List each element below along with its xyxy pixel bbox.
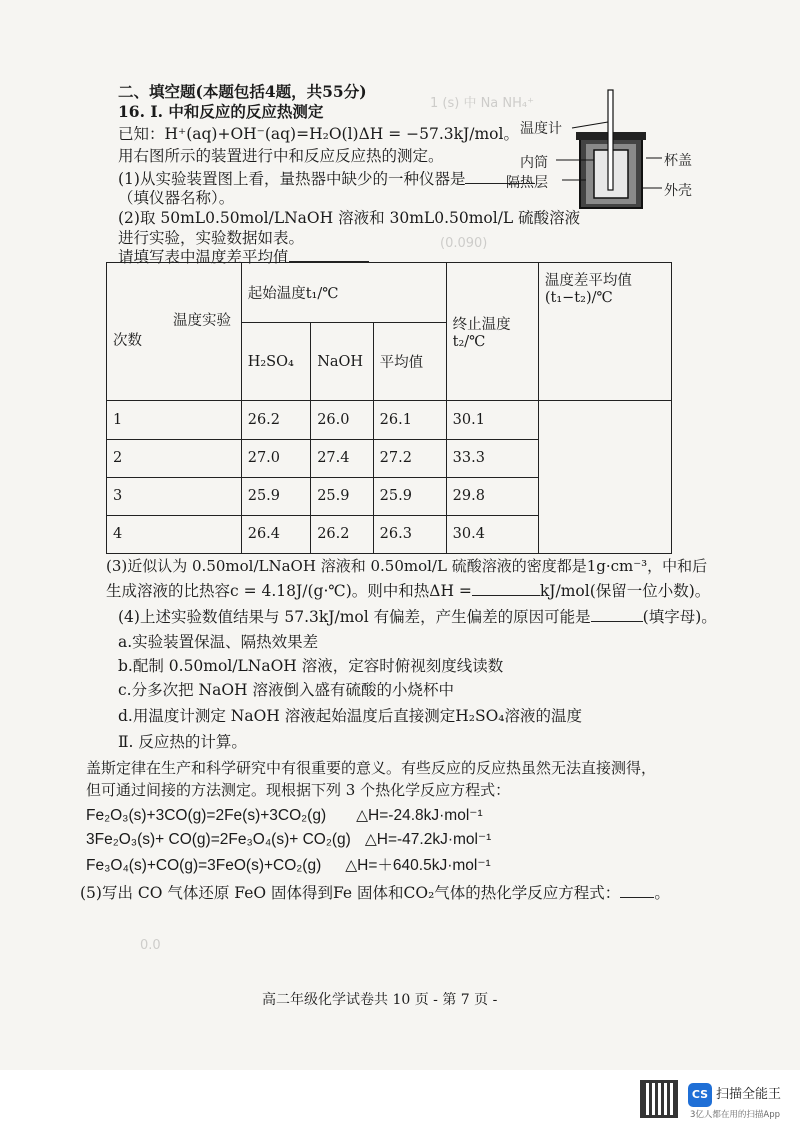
option-a: a.实验装置保温、隔热效果差: [118, 633, 319, 651]
equation-3: Fe₃O₄(s)+CO(g)=3FeO(s)+CO₂(g) △H=＋640.5kJ·mol⁻¹: [86, 857, 491, 874]
sub3-line1: (3)近似认为 0.50mol/LNaOH 溶液和 0.50mol/L 硫酸溶液的密度都是1g·cm⁻³，中和后: [106, 557, 708, 575]
hess-line1: 盖斯定律在生产和科学研究中有很重要的意义。有些反应的反应热虽然无法直接测得，: [86, 759, 657, 777]
scanner-bar: [0, 1070, 800, 1132]
data-table: [106, 262, 672, 554]
answer-blank-5: [620, 882, 654, 898]
section-heading: 二、填空题(本题包括4题，共55分): [118, 82, 367, 101]
sub1-line1: (1)从实验装置图上看，量热器中缺少的一种仪器是: [118, 168, 535, 189]
page-footer: 高二年级化学试卷共 10 页 - 第 7 页 -: [262, 992, 498, 1008]
intro-text: 用右图所示的装置进行中和反应反应热的测定。: [118, 147, 444, 165]
option-c: c.分多次把 NaOH 溶液倒入盛有硫酸的小烧杯中: [118, 681, 454, 699]
answer-blank-2: [289, 246, 369, 262]
option-d: d.用温度计测定 NaOH 溶液起始温度后直接测定H₂SO₄溶液的温度: [118, 707, 583, 725]
equation-1: Fe₂O₃(s)+3CO(g)=2Fe(s)+3CO₂(g) △H=-24.8kJ·mol⁻¹: [86, 807, 483, 824]
camscanner-name: 扫描全能王: [716, 1087, 782, 1102]
table-row: 4 26.4 26.2 26.3 30.4: [107, 515, 672, 553]
label-thermometer: 温度计: [520, 121, 562, 137]
temp-diff-answer-cell: [538, 401, 671, 554]
sub2-line3: 请填写表中温度差平均值: [118, 246, 369, 267]
option-b: b.配制 0.50mol/LNaOH 溶液，定容时俯视刻度线读数: [118, 657, 504, 675]
header-count: 次数: [113, 333, 142, 349]
equation-2: 3Fe₂O₃(s)+ CO(g)=2Fe₃O₄(s)+ CO₂(g) △H=-47.2kJ·mol⁻¹: [86, 831, 492, 848]
header-experiment: 温度实验: [173, 313, 231, 329]
answer-blank-3: [472, 580, 540, 596]
header-temp-diff: 温度差平均值 (t₁−t₂)/℃: [538, 263, 671, 401]
calorimeter-figure: [506, 86, 700, 216]
part2-title: Ⅱ. 反应热的计算。: [118, 733, 247, 751]
sub1-line2: （填仪器名称）。: [118, 189, 235, 207]
known-equation: 已知：H⁺(aq)+OH⁻(aq)=H₂O(l)ΔH = −57.3kJ/mol。: [118, 125, 519, 143]
header-corner: [107, 263, 242, 401]
exam-page: 1 (s) 中 Na NH₄⁺ (0.090) 0.0 二、填空题(本题包括4题，共55分) 16. Ⅰ. 中和反应的反应热测定 已知：H⁺(aq)+OH⁻(aq)=H₂O(l)ΔH = −57.3kJ/mol。 用右图所示的装置进行中和反应反应热的测定。 (1)从实验装置图上看，量热器中缺少的一种仪器是 （填仪器名称）。 (2)取 50mL0.50mol/LNaOH 溶液和 30mL0.50mol/L 硫酸溶液 进行实验，实验数据如表。 请填写表中温度差平均值 温度计 内筒 隔热层 杯盖 外壳 温度实验 次数 起始温度t₁/℃ 终止温度 t₂/℃ 温度差平均值 (t₁−t₂)/℃ H₂SO₄ NaOH 平均值 1 26.2 26.0 26.1 30.1 2 27.0 27.4 27.2 33.3 3 25.9 25.9 25.9 29.8 4 26.4 26.2 26.3 30.4 (3)近似认为 0.50mol/LNaOH 溶液和 0.50mol/L 硫酸溶液的密度都是1g·cm⁻³，中和后 生成溶液的比热容c = 4.18J/(g·℃)。则中和热ΔH = kJ/mol(保留一位小数)。 (4)上述实验数值结果与 57.3kJ/mol 有偏差，产生偏差的原因可能是 (填字母)。 a.实验装置保温、隔热效果差 b.配制 0.50mol/LNaOH 溶液，定容时俯视刻度线读数 c.分多次把 NaOH 溶液倒入盛有硫酸的小烧杯中 d.用温度计测定 NaOH 溶液起始温度后直接测定H₂SO₄溶液的温度 Ⅱ. 反应热的计算。 盖斯定律在生产和科学研究中有很重要的意义。有些反应的反应热虽然无法直接测得， 但可通过间接的方法测定。现根据下列 3 个热化学反应方程式： Fe₂O₃(s)+3CO(g)=2Fe(s)+3CO₂(g) △H=-24.8kJ·mol⁻¹ 3Fe₂O₃(s)+ CO(g)=2Fe₃O₄(s)+ CO₂(g) △H=-47.2kJ·mol⁻¹ Fe₃O₄(s)+CO(g)=3FeO(s)+CO₂(g) △H=＋640.5kJ·mol⁻¹ (5)写出 CO 气体还原 FeO 固体得到Fe 固体和CO₂气体的热化学反应方程式： 。 高二年级化学试卷共 10 页 - 第 7 页 -: [0, 0, 800, 1070]
label-lid: 杯盖: [664, 153, 692, 169]
thermometer: [608, 90, 613, 190]
sub3-line2: 生成溶液的比热容c = 4.18J/(g·℃)。则中和热ΔH = kJ/mol(保留一位小数)。: [106, 582, 711, 600]
header-average: 平均值: [373, 323, 446, 401]
header-naoh: NaOH: [311, 323, 373, 401]
label-shell: 外壳: [664, 183, 692, 199]
header-end-temp: 终止温度 t₂/℃: [446, 263, 538, 401]
table-row: 2 27.0 27.4 27.2 33.3: [107, 439, 672, 477]
answer-blank-4: [591, 606, 643, 622]
part1-title: 16. Ⅰ. 中和反应的反应热测定: [118, 102, 324, 121]
table-row: 3 25.9 25.9 25.9 29.8: [107, 477, 672, 515]
table-row: 1 26.2 26.0 26.1 30.1: [107, 401, 672, 439]
camscanner-logo-icon: CS: [688, 1083, 712, 1107]
header-start-temp: 起始温度t₁/℃: [241, 263, 446, 323]
header-h2so4: H₂SO₄: [241, 323, 310, 401]
sub2-line1: (2)取 50mL0.50mol/LNaOH 溶液和 30mL0.50mol/L 硫酸溶液: [118, 209, 581, 227]
camscanner-tagline: 3亿人都在用的扫描App: [690, 1110, 781, 1120]
sub4-question: (4)上述实验数值结果与 57.3kJ/mol 有偏差，产生偏差的原因可能是 (填字母)。: [118, 608, 717, 626]
qr-code-icon: [640, 1080, 678, 1118]
label-inner-cup: 内筒: [520, 155, 548, 171]
sub5-question: (5)写出 CO 气体还原 FeO 固体得到Fe 固体和CO₂气体的热化学反应方程式： 。: [80, 884, 670, 902]
hess-line2: 但可通过间接的方法测定。现根据下列 3 个热化学反应方程式：: [86, 781, 511, 799]
label-insulation: 隔热层: [506, 175, 548, 191]
sub2-line2: 进行实验，实验数据如表。: [118, 229, 305, 247]
